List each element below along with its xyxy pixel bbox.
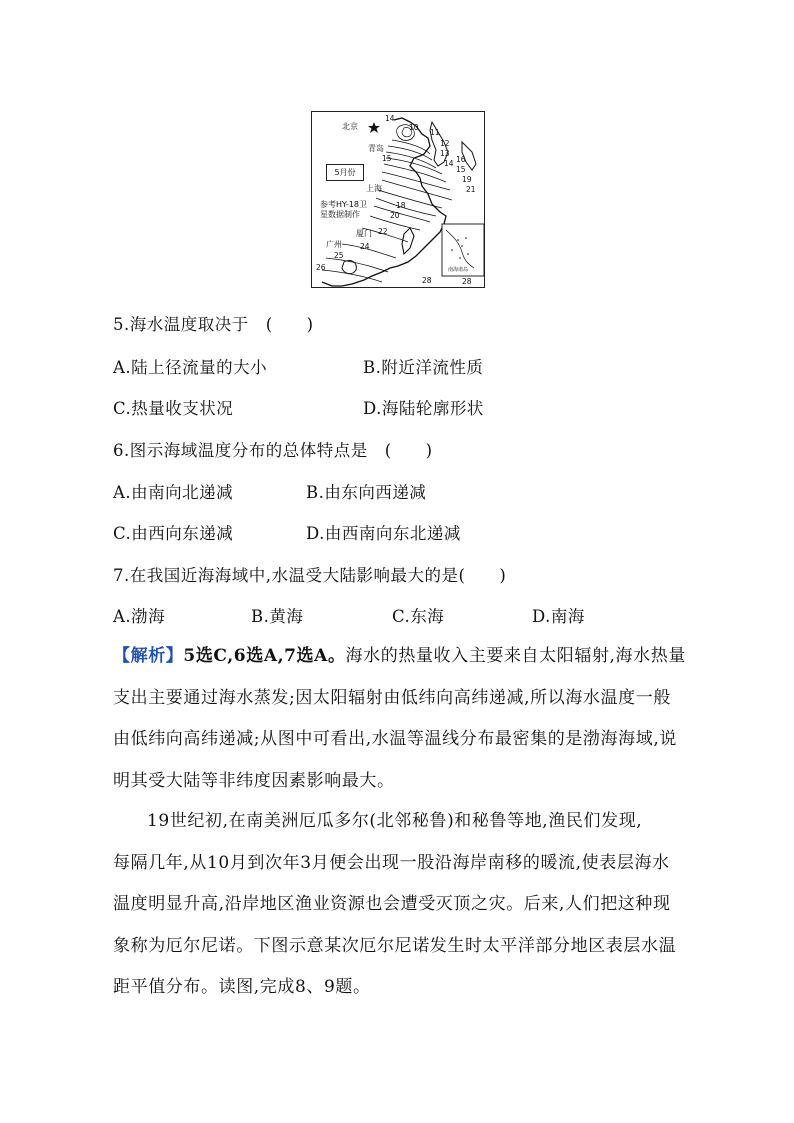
q7-option-a: A.渤海 bbox=[113, 607, 166, 626]
isotherm-label: 28 bbox=[462, 277, 472, 286]
isotherm-label: 20 bbox=[390, 211, 400, 220]
q7-option-d: D.南海 bbox=[532, 607, 585, 626]
q6-option-c: C.由西向东递减 bbox=[113, 524, 234, 543]
source-note-line2: 星数据制作 bbox=[320, 210, 360, 219]
question-6-stem: 6.图示海域温度分布的总体特点是 ( ) bbox=[113, 441, 433, 460]
isotherm-label: 18 bbox=[396, 201, 406, 210]
isotherm-label: 15 bbox=[456, 165, 466, 174]
isotherm-label: 16 bbox=[456, 155, 466, 164]
q6-option-d: D.由西南向东北递减 bbox=[306, 524, 461, 543]
analysis-block bbox=[113, 636, 687, 802]
q6-option-a: A.由南向北递减 bbox=[113, 483, 234, 502]
qingdao-label: 青岛 bbox=[368, 144, 384, 153]
isotherm-label: 25 bbox=[334, 251, 344, 260]
xiamen-label: 厦门 bbox=[356, 229, 372, 238]
isotherm-label: 11 bbox=[430, 128, 440, 137]
q5-option-c: C.热量收支状况 bbox=[113, 399, 234, 418]
q7-option-c: C.东海 bbox=[392, 607, 445, 626]
source-note-line1: 参考HY-18卫 bbox=[320, 200, 368, 209]
isotherm-label: 26 bbox=[316, 263, 326, 272]
q6-option-b: B.由东向西递减 bbox=[306, 483, 427, 502]
inset-label: 南海诸岛 bbox=[448, 267, 469, 273]
intro-rest: 每隔几年,从10月到次年3月便会出现一股沿海岸南移的暖流,使表层海水温度明显升高,沿岸地区渔业资源也会遭受灭顶之灾。后来,人们把这种现象称为厄尔尼诺。下图示意某次厄尔尼诺发生时太平洋部分地区表层水温距平值分布。读图,完成8、9题。 bbox=[113, 852, 677, 998]
question-7-stem: 7.在我国近海海域中,水温受大陆影响最大的是( ) bbox=[113, 566, 507, 585]
isotherm-label: 24 bbox=[360, 242, 370, 251]
isotherm-label: 10 bbox=[409, 123, 419, 132]
shanghai-label: 上海 bbox=[366, 184, 382, 193]
q5-option-b: B.附近洋流性质 bbox=[363, 358, 484, 377]
question-5-stem: 5.海水温度取决于 ( ) bbox=[113, 315, 314, 334]
intro-first-line: 19世纪初,在南美洲厄瓜多尔(北邻秘鲁)和秘鲁等地,渔民们发现, bbox=[147, 811, 643, 831]
isotherm-label: 12 bbox=[440, 139, 450, 148]
q5-option-d: D.海陆轮廓形状 bbox=[363, 399, 484, 418]
q7-option-b: B.黄海 bbox=[251, 607, 304, 626]
isotherm-label: 14 bbox=[444, 159, 454, 168]
isotherm-label: 28 bbox=[422, 276, 432, 285]
beijing-label: 北京 bbox=[342, 122, 358, 131]
month-label-box: 5月份 bbox=[326, 164, 364, 181]
isotherm-label: 15 bbox=[382, 154, 392, 163]
analysis-body: 海水的热量收入主要来自太阳辐射,海水热量支出主要通过海水蒸发;因太阳辐射由低纬向高纬递减,所以海水温度一般由低纬向高纬递减;从图中可看出,水温等温线分布最密集的是渤海海域,说明其受大陆等非纬度因素影响最大。 bbox=[113, 646, 686, 791]
sea-temperature-map bbox=[311, 111, 485, 288]
analysis-tag: 【解析】 bbox=[113, 646, 184, 666]
analysis-answers: 5选C,6选A,7选A。 bbox=[183, 646, 346, 666]
isotherm-label: 13 bbox=[440, 149, 450, 158]
q5-option-a: A.陆上径流量的大小 bbox=[113, 358, 268, 377]
isotherm-label: 21 bbox=[466, 185, 476, 194]
isotherm-label: 22 bbox=[378, 227, 388, 236]
guangzhou-label: 广州 bbox=[326, 240, 342, 249]
el-nino-intro bbox=[113, 801, 687, 1009]
isotherm-label: 19 bbox=[462, 175, 472, 184]
isotherm-label: 14 bbox=[385, 114, 395, 123]
